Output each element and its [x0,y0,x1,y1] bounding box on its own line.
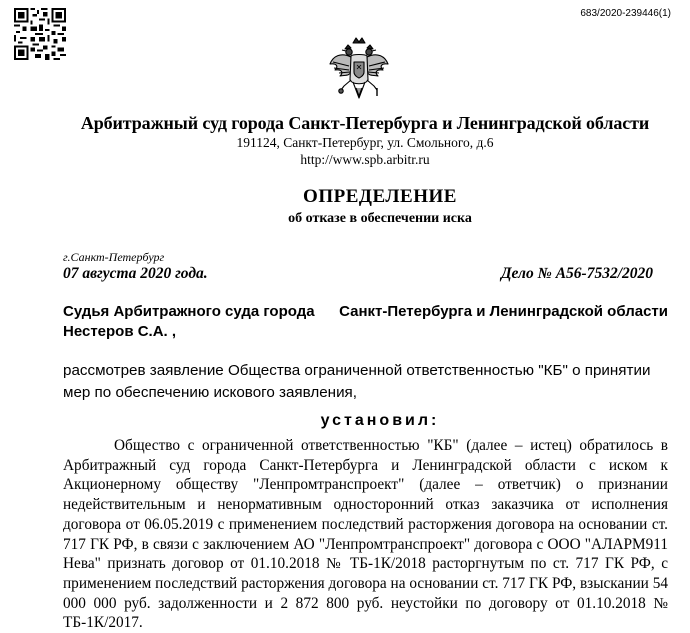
document-type: ОПРЕДЕЛЕНИЕ [303,186,457,207]
court-name: Арбитражный суд города Санкт-Петербурга и Ленинградской области [80,113,650,133]
document-subtype: об отказе в обеспечении иска [288,211,472,226]
judge-name: Нестеров С.А. , [63,323,177,340]
russian-coat-of-arms-icon [327,36,391,102]
court-website: http://www.spb.arbitr.ru [300,152,430,167]
paragraph-claim: Общество с ограниченной ответственностью "КБ" (далее – истец) обратилось в Арбитражный суд города Санкт-Петербурга и Ленинградской области с иском к Акционерному обществу "Ленпромтранспроект" (далее – ответчик) о признании недействительным и ненормативным односторонний отказ заказчика от исполнения договора от 06.05.2019 с применением последствий расторжения договора на основании ст. 717 ГК РФ, в связи с заключением АО "Ленпромтранспроект" договора с ООО "АЛАРМ911 Нева" признать договор от 01.10.2018 № ТБ-1К/2018 расторгнутым по ст. 717 ГК РФ, с применением последствий расторжения договора на основании ст. 717 ГК РФ, взыскании 54 000 000 руб. задолженности и 2 872 800 руб. неустойки по договору от 01.10.2018 № ТБ-1К/2017. [63,437,668,632]
qr-code-icon [14,8,66,60]
judge-line-1-left: Судья Арбитражного суда города [63,303,315,320]
paragraph-considering: рассмотрев заявление Общества ограниченной ответственностью "КБ" о принятии мер по обеспечению искового заявления, [63,362,651,401]
document-date: 07 августа 2020 года. [63,265,208,282]
judge-block [63,302,668,342]
court-address: 191124, Санкт-Петербург, ул. Смольного, д.6 [236,135,494,150]
document-city: г.Санкт-Петербург [63,250,165,264]
case-number: Дело № А56-7532/2020 [500,265,653,282]
established-heading: установил: [320,412,440,429]
judge-line-1 [63,302,668,322]
document-number: 683/2020-239446(1) [580,8,671,19]
judge-line-1-right: Санкт-Петербурга и Ленинградской области [339,303,668,320]
